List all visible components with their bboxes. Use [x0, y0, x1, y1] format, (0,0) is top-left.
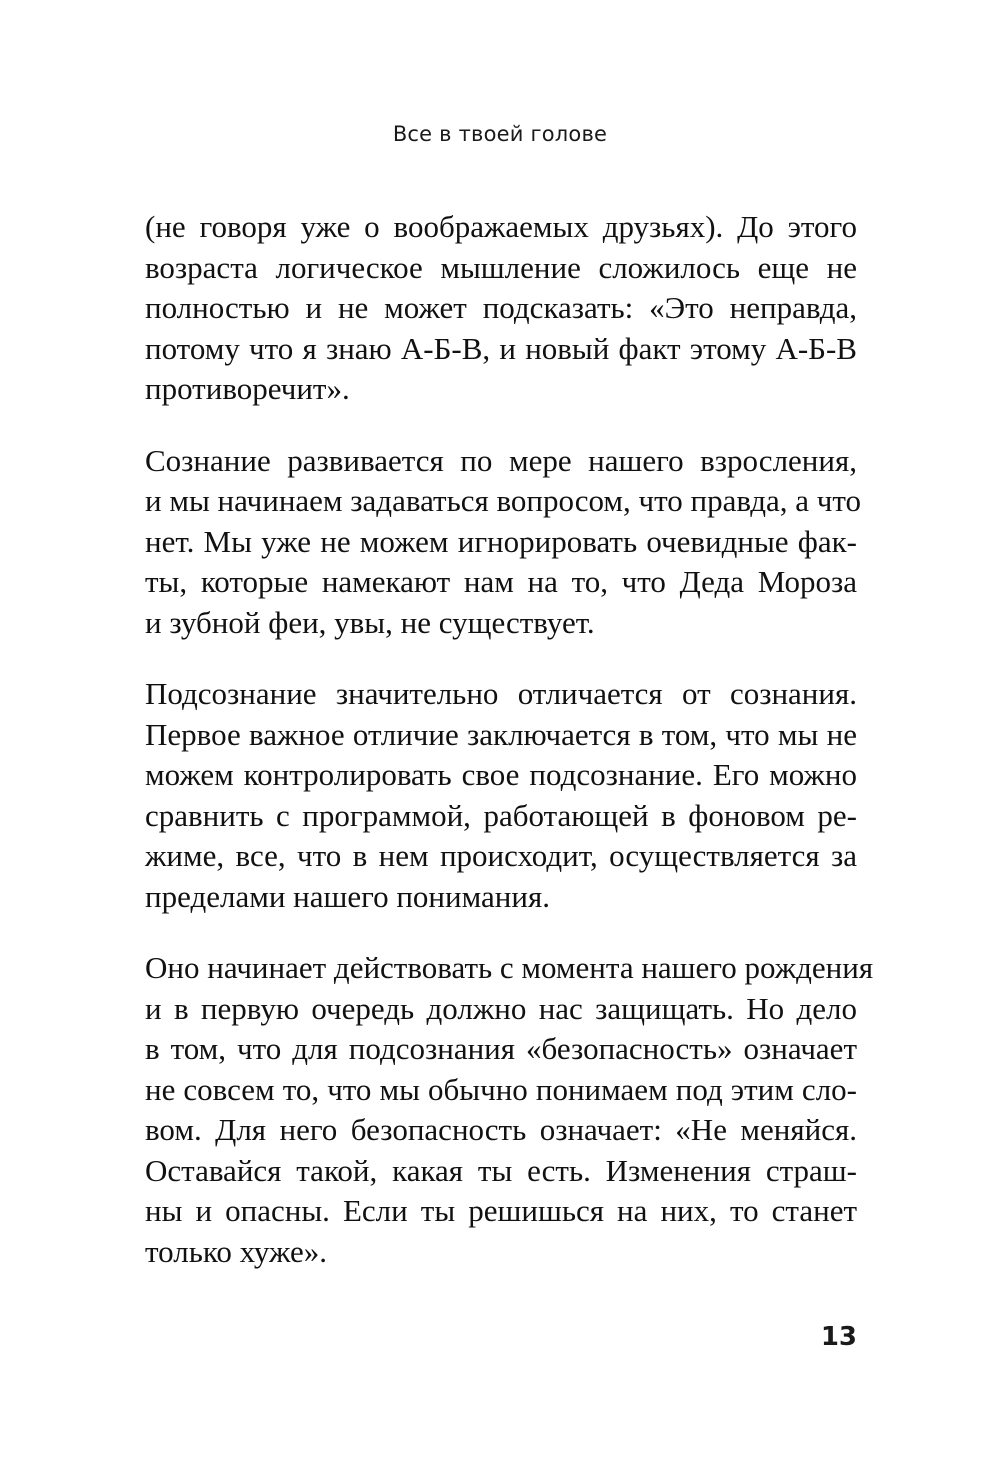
paragraph-3: [145, 674, 857, 917]
text-line: вом. Для него безопасность означает: «Не меняйся.: [145, 1112, 857, 1147]
text-line: (не говоря уже о воображаемых друзьях). До этого: [145, 209, 857, 244]
text-line: противоречит».: [145, 371, 350, 406]
text-line: Подсознание значительно отличается от сознания.: [145, 676, 857, 711]
text-line: Сознание развивается по мере нашего взросления,: [145, 442, 857, 478]
text-line: не совсем то, что мы обычно понимаем под этим сло-: [145, 1071, 857, 1107]
text-line: ты, которые намекают нам на то, что Деда Мороза: [145, 564, 857, 599]
paragraph-gap: [145, 917, 857, 948]
running-header: Все в твоей голове: [392, 122, 608, 146]
text-line: полностью и не может подсказать: «Это неправда,: [145, 290, 857, 325]
text-line: возраста логическое мышление сложилось еще не: [145, 249, 857, 285]
text-line: в том, что для подсознания «безопасность» означает: [145, 1031, 857, 1066]
paragraph-4: [145, 948, 874, 1272]
text-line: жиме, все, что в нем происходит, осуществляется за: [145, 838, 857, 873]
text-line: Оно начинает действовать с момента нашего рождения: [145, 950, 874, 985]
text-line: Первое важное отличие заключается в том, что мы не: [145, 716, 857, 752]
text-line: сравнить с программой, работающей в фоновом ре-: [145, 797, 857, 833]
text-line: нет. Мы уже не можем игнорировать очевидные фак-: [145, 523, 857, 559]
text-line: пределами нашего понимания.: [145, 878, 550, 914]
text-line: ны и опасны. Если ты решишься на них, то станет: [145, 1193, 857, 1228]
page-number: 13: [820, 1322, 857, 1352]
text-line: только хуже».: [145, 1233, 328, 1269]
text-line: и в первую очередь должно нас защищать. Но дело: [145, 990, 857, 1026]
text-line: и зубной феи, увы, не существует.: [145, 604, 595, 640]
paragraph-gap: [145, 643, 857, 674]
paragraph-gap: [145, 410, 857, 441]
paragraph-2: [145, 441, 862, 644]
text-line: потому что я знаю А-Б-В, и новый факт этому А-Б-В: [145, 330, 857, 366]
text-line: Оставайся такой, какая ты есть. Изменения страш-: [145, 1152, 857, 1188]
text-line: и мы начинаем задаваться вопросом, что правда, а что: [145, 483, 862, 518]
text-line: можем контролировать свое подсознание. Его можно: [145, 757, 857, 792]
body-text: [145, 207, 874, 1272]
paragraph-1: [145, 207, 857, 410]
